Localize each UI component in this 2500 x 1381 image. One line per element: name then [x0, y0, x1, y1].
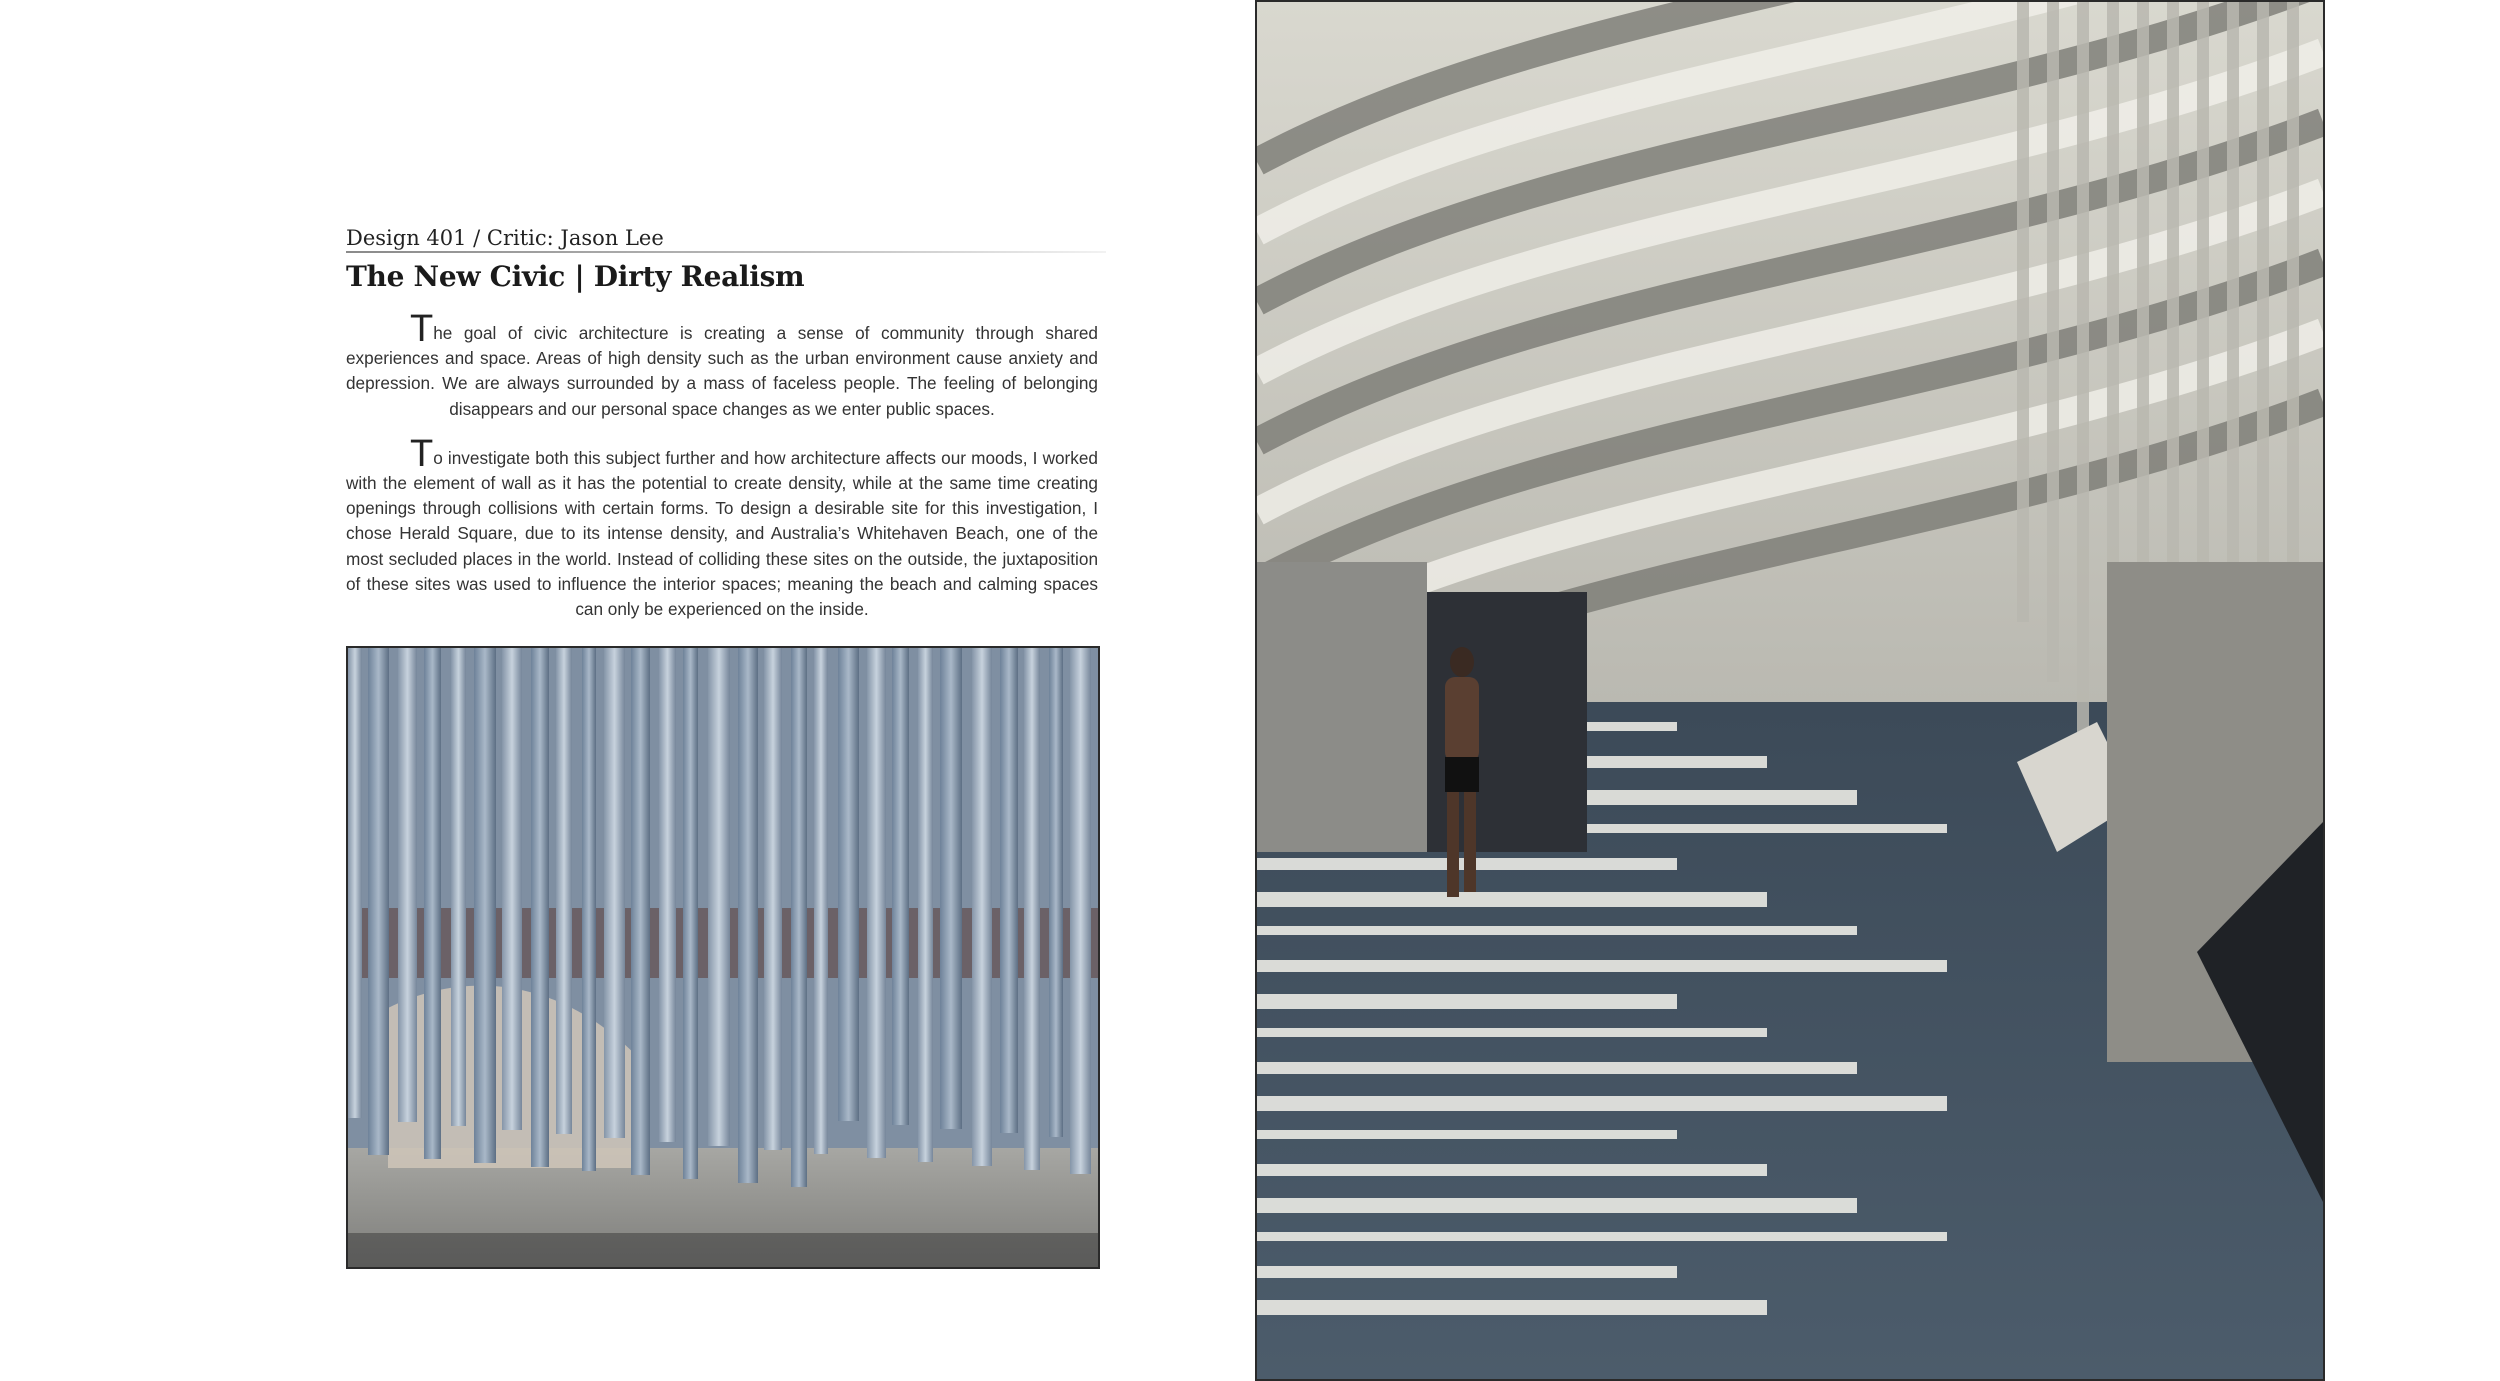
light-stripe [1257, 1096, 1947, 1111]
light-stripe [1257, 892, 1767, 907]
facade-slat [1049, 648, 1063, 1137]
facade-slat [940, 648, 962, 1129]
light-stripe [1257, 1232, 1947, 1241]
paragraph-intro [346, 308, 1098, 422]
facade-slat [474, 648, 496, 1163]
facade-slat [814, 648, 828, 1154]
facade-slat [972, 648, 992, 1166]
vertical-fin [2287, 2, 2299, 622]
facade-slat [708, 648, 730, 1146]
facade-slat [791, 648, 807, 1187]
vertical-fin [2107, 2, 2119, 622]
facade-render-drawing [348, 648, 1098, 1267]
light-stripe [1257, 1300, 1767, 1315]
interior-render-drawing [1257, 2, 2323, 1379]
facade-slat [348, 648, 362, 1118]
facade-slat [838, 648, 859, 1121]
facade-slats [348, 648, 1091, 1187]
facade-slat [398, 648, 417, 1122]
facade-slat [659, 648, 676, 1142]
vertical-fin [2077, 2, 2089, 742]
light-stripe [1257, 1062, 1857, 1074]
facade-slat [451, 648, 466, 1126]
course-line [346, 222, 1098, 254]
paragraph-text: he goal of civic architecture is creating a sense of community through shared experiences and space. Areas of high density such as the urban environment cause anxiety and depression. We are always surrounded by a mass of faceless people. The feeling of belonging disappears and our personal space changes as we enter public spaces. [346, 323, 1098, 419]
vertical-fin [2047, 2, 2059, 682]
paragraph-text: o investigate both this subject further and how architecture affects our moods, I worked with the element of wall as it has the potential to create density, while at the same time creating openings through collisions with certain forms. To design a desirable site for this investigation, I chose Herald Square, due to its intense density, and Australia’s Whitehaven Beach, one of the most secluded places in the world. Instead of colliding these sites on the outside, the juxtaposition of these sites was used to influence the interior spaces; meaning the beach and calming spaces can only be experienced on the inside. [346, 447, 1098, 620]
light-stripe [1257, 1164, 1767, 1176]
facade-slat [738, 648, 758, 1183]
course-label: Design 401 / Critic: Jason Lee [346, 226, 664, 250]
facade-slat [531, 648, 549, 1167]
facade-slat [502, 648, 522, 1130]
facade-slat [1070, 648, 1091, 1174]
facade-slat [918, 648, 933, 1162]
light-stripe [1257, 1028, 1767, 1037]
facade-slat [1024, 648, 1040, 1170]
facade-slat [604, 648, 625, 1138]
paragraph-investigation [346, 432, 1098, 622]
vertical-fin [2017, 2, 2029, 622]
light-stripe [1257, 1130, 1677, 1139]
facade-slat [764, 648, 782, 1150]
facade-slat [368, 648, 389, 1155]
header-rule [346, 251, 1106, 253]
light-stripe [1257, 1266, 1677, 1278]
light-stripe [1257, 926, 1857, 935]
text-column [346, 222, 1098, 622]
light-stripe [1257, 994, 1677, 1009]
interior-render-image [1255, 0, 2325, 1381]
facade-render-image [346, 646, 1100, 1269]
facade-slat [683, 648, 698, 1179]
facade-slat [424, 648, 441, 1159]
vertical-fin [2197, 2, 2209, 622]
facade-slat [1000, 648, 1018, 1133]
facade-slat [582, 648, 596, 1171]
facade-slat [867, 648, 886, 1158]
facade-slat [892, 648, 909, 1125]
project-title: The New Civic | Dirty Realism [346, 260, 805, 293]
dropcap: T [410, 308, 434, 350]
facade-slat [631, 648, 650, 1175]
facade-slat [556, 648, 572, 1134]
light-stripe [1257, 960, 1947, 972]
light-stripe [1257, 1198, 1857, 1213]
dropcap: T [410, 432, 434, 475]
